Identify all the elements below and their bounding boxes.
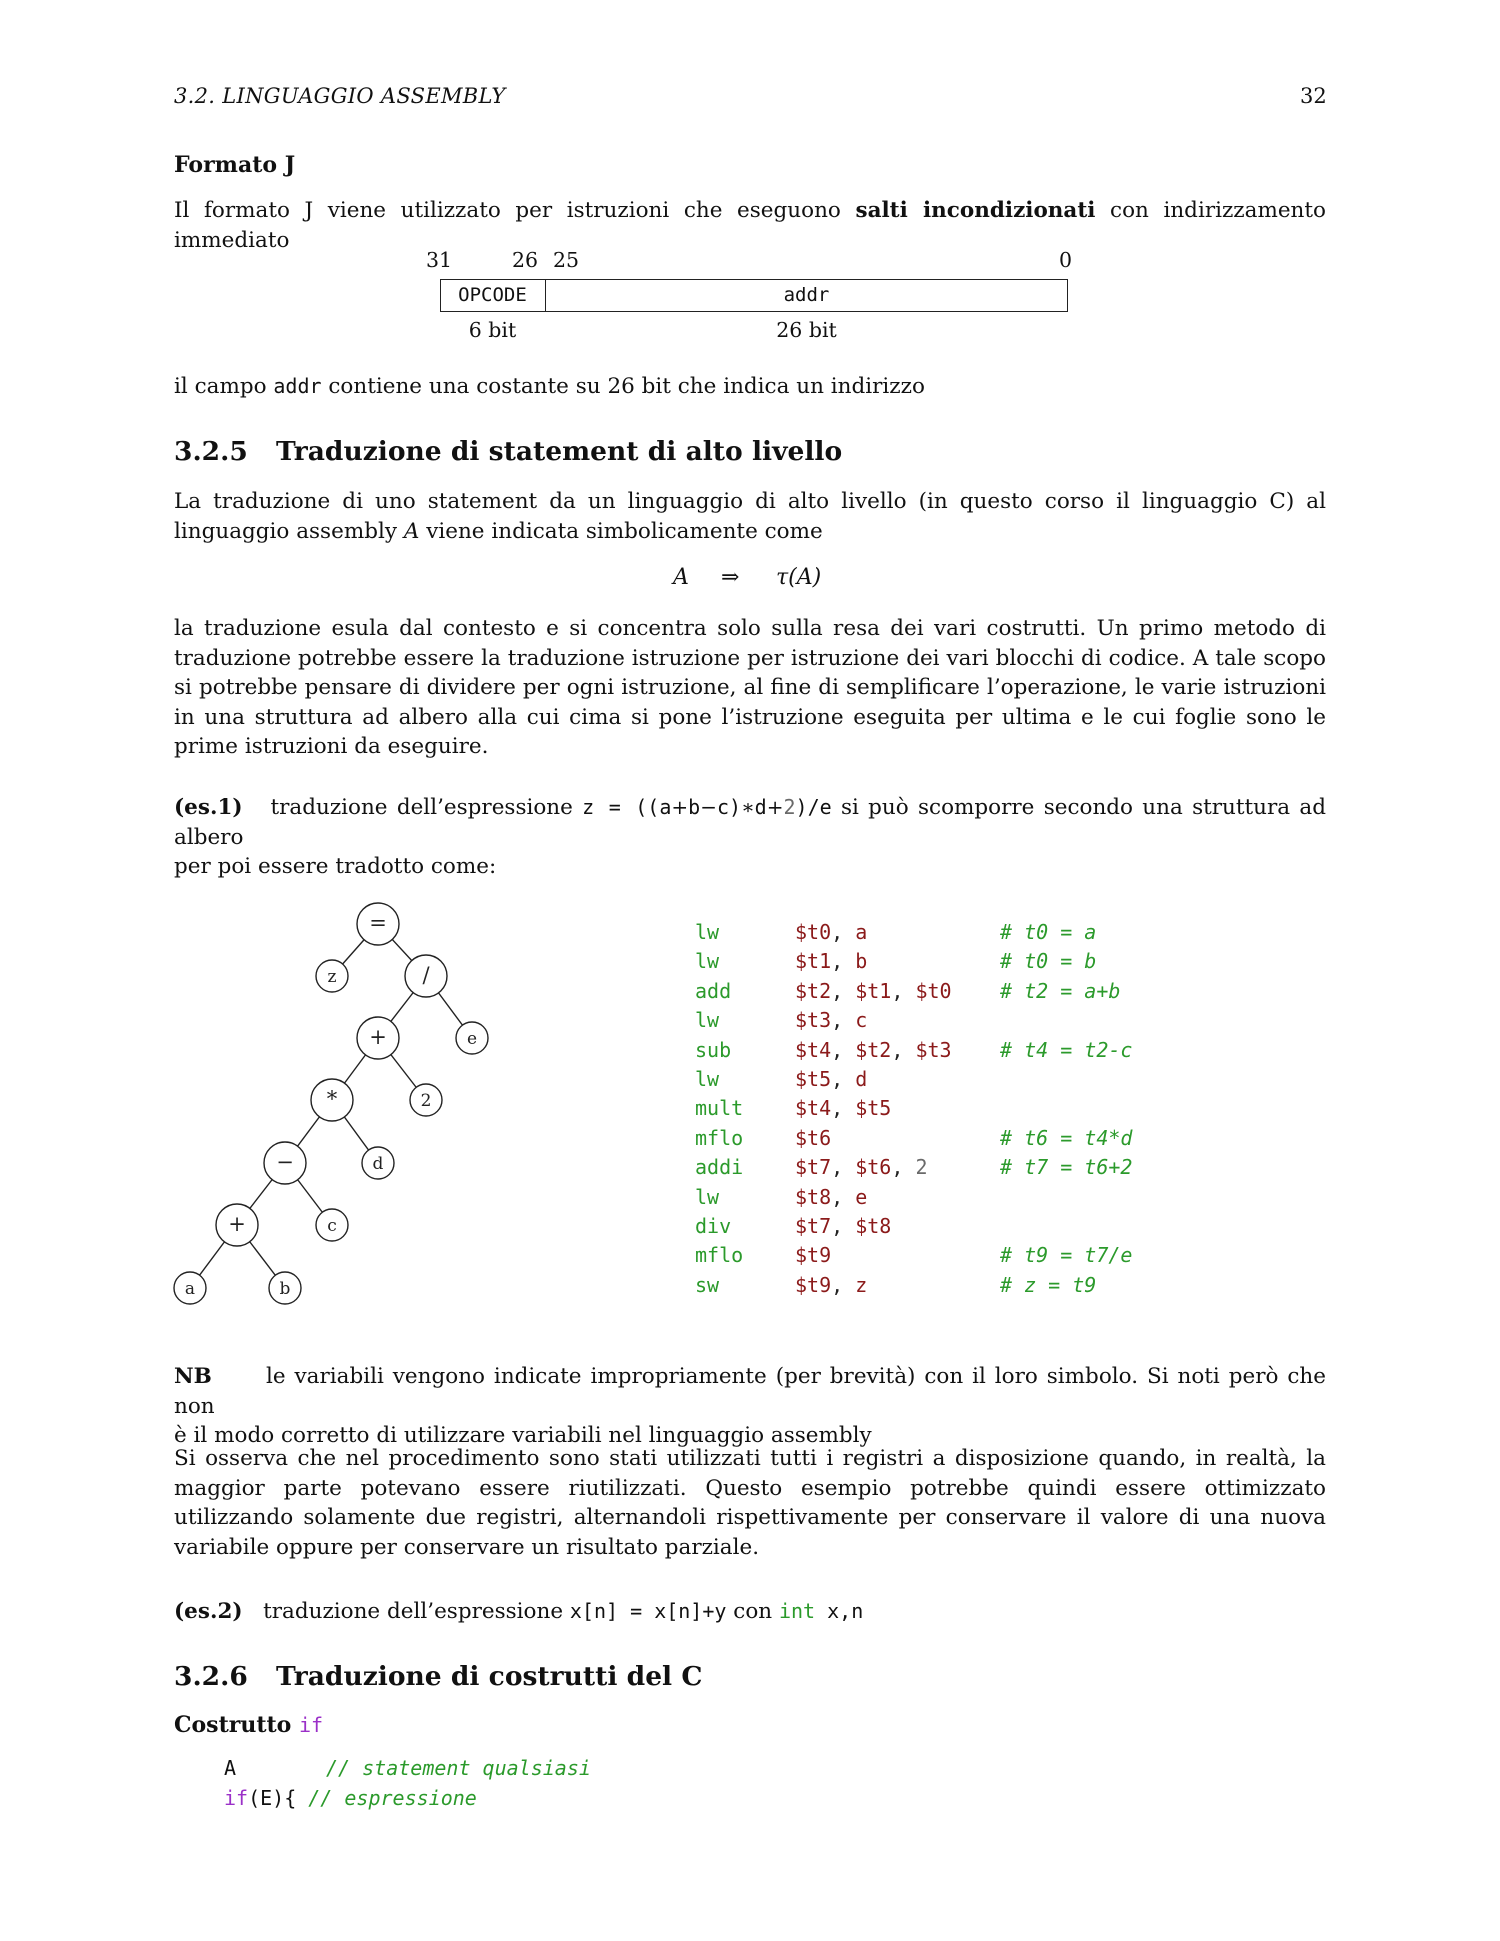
asm-operand: z: [855, 1272, 868, 1297]
asm-operand: $t8: [795, 1184, 832, 1209]
asm-operand: ,: [891, 1037, 916, 1062]
asm-operand: $t5: [855, 1096, 892, 1121]
asm-operand: ,: [831, 949, 856, 974]
nb-label: NB: [174, 1364, 212, 1389]
section-326-heading: 3.2.6 Traduzione di costrutti del C: [174, 1661, 703, 1692]
asm-opcode: mult: [695, 1096, 744, 1121]
asm-operand: ,: [831, 1272, 856, 1297]
asm-operands: [795, 1214, 891, 1238]
asm-operand: ,: [831, 1037, 856, 1062]
asm-operand: $t7: [795, 1214, 832, 1238]
asm-operands: [795, 1067, 867, 1091]
asm-operand: $t3: [915, 1037, 952, 1062]
asm-operand: $t0: [915, 978, 952, 1003]
formula-arrow: ⇒: [721, 565, 740, 590]
asm-operands: [795, 979, 952, 1003]
addr-note: il campo addr contiene una costante su 26 bit che indica un indirizzo: [174, 374, 925, 399]
tree-node-c: c: [327, 1216, 337, 1236]
asm-operand: d: [855, 1067, 868, 1091]
asm-operand: $t4: [795, 1096, 832, 1121]
tree-node-z: z: [327, 967, 337, 987]
bit-label-31: 31: [426, 248, 453, 272]
asm-operand: $t6: [855, 1155, 892, 1180]
asm-operands: [795, 1243, 831, 1267]
asm-operand: ,: [831, 1008, 856, 1033]
asm-opcode: lw: [695, 920, 720, 944]
bit-label-25: 25: [553, 248, 580, 272]
asm-operand: $t0: [795, 920, 832, 944]
tree-node-a: a: [184, 1279, 196, 1299]
asm-operand: $t3: [795, 1008, 832, 1033]
size-opcode: 6 bit: [468, 318, 517, 342]
asm-operand: $t6: [795, 1125, 832, 1150]
asm-opcode: lw: [695, 1184, 720, 1209]
costrutto-if-heading: Costrutto if: [174, 1712, 324, 1738]
bit-label-0: 0: [1059, 248, 1073, 272]
field-opcode: OPCODE: [458, 284, 527, 306]
asm-operands: [795, 920, 867, 944]
size-addr: 26 bit: [776, 318, 837, 342]
bit-label-26: 26: [512, 248, 539, 272]
asm-operand: e: [855, 1184, 868, 1209]
asm-operand: ,: [831, 920, 856, 944]
code-line-1: A // statement qualsiasi: [224, 1756, 591, 1780]
code-line-2: if(E){ // espressione: [224, 1786, 477, 1810]
asm-operand: a: [855, 920, 868, 944]
es2-label: (es.2): [174, 1599, 243, 1624]
asm-operand: $t9: [795, 1272, 832, 1297]
asm-operand: ,: [831, 1155, 856, 1180]
es2-paragraph: (es.2) traduzione dell’espressione x[n] = x[n]+y con int x,n: [174, 1599, 864, 1624]
asm-comment: # z = t9: [1000, 1272, 1097, 1297]
asm-operands: [795, 949, 867, 973]
asm-listing: [695, 920, 1215, 1320]
asm-operand: $t4: [795, 1037, 832, 1062]
asm-operands: [795, 1008, 867, 1032]
asm-operand: c: [855, 1008, 868, 1033]
registri-paragraph: Si osserva che nel procedimento sono stati utilizzati tutti i registri a disposizione quando, in realtà, la maggior parte potevano essere riutilizzati. Questo esempio potrebbe quindi essere ottimizzato utilizzando solamente due registri, alternandoli rispettivamente per conservare il valore di una nuova variabile oppure per conservare un risultato parziale.: [174, 1446, 1326, 1560]
asm-opcode: mflo: [695, 1125, 744, 1150]
asm-operand: ,: [831, 1184, 856, 1209]
asm-operand: $t7: [795, 1155, 832, 1180]
asm-opcode: sub: [695, 1037, 732, 1062]
asm-comment: # t0 = b: [1000, 949, 1097, 974]
asm-operands: [795, 1273, 867, 1297]
section-325-heading: 3.2.5 Traduzione di statement di alto livello: [174, 436, 843, 467]
asm-opcode: mflo: [695, 1243, 744, 1268]
tree-node-mul: *: [326, 1087, 338, 1111]
tree-node-plus_bot: +: [228, 1212, 246, 1236]
asm-opcode: sw: [695, 1272, 720, 1297]
tree-node-plus_top: +: [369, 1025, 387, 1049]
running-header-title: 3.2. LINGUAGGIO ASSEMBLY: [174, 84, 506, 108]
asm-operand: b: [855, 949, 868, 974]
asm-operands: [795, 1155, 927, 1179]
tree-node-div: /: [422, 963, 430, 987]
formato-j-heading: Formato J: [174, 152, 296, 178]
field-addr: addr: [783, 284, 830, 306]
asm-comment: # t9 = t7/e: [1000, 1243, 1133, 1268]
tree-node-eq: =: [369, 911, 387, 935]
asm-operands: [795, 1038, 952, 1062]
asm-operand: ,: [831, 1067, 856, 1091]
tree-node-b: b: [279, 1279, 291, 1299]
asm-opcode: lw: [695, 949, 720, 974]
if-code-block: [224, 1753, 591, 1813]
asm-operands: [795, 1096, 891, 1120]
asm-operand: $t2: [795, 978, 832, 1003]
expression-tree: [160, 890, 500, 1340]
asm-operand: ,: [831, 978, 856, 1003]
section-325-p1: La traduzione di uno statement da un linguaggio di alto livello (in questo corso il linguaggio C) al linguaggio assembly A viene indicata simbolicamente come: [174, 489, 1326, 544]
asm-operand: $t1: [795, 949, 832, 974]
formula-tau: τ(A): [776, 565, 822, 590]
es1-paragraph: (es.1) traduzione dell’espressione z = ((a+b−c)∗d+2)/e si può scomporre secondo una struttura ad albero per poi essere tradotto come:: [174, 795, 1326, 879]
tree-node-d: d: [372, 1154, 384, 1174]
asm-operand: 2: [915, 1155, 928, 1180]
formato-j-intro: Il formato J viene utilizzato per istruzioni che eseguono salti incondizionati con indirizzamento immediato: [174, 198, 1326, 253]
asm-operands: [795, 1126, 831, 1150]
asm-operands: [795, 1185, 867, 1209]
asm-operand: ,: [891, 978, 916, 1003]
asm-operand: $t2: [855, 1037, 892, 1062]
asm-operand: ,: [831, 1096, 856, 1121]
asm-operand: ,: [891, 1155, 916, 1180]
section-325-p2: la traduzione esula dal contesto e si concentra solo sulla resa dei vari costrutti. Un primo metodo di traduzione potrebbe essere la traduzione istruzione per istruzione dei vari blocchi di codice. A tale scopo si potrebbe pensare di dividere per ogni istruzione, al fine di semplificare l’operazione, le varie istruzioni in una struttura ad albero alla cui cima si pone l’istruzione eseguita per ultima e le cui foglie sono le prime istruzioni da eseguire.: [174, 616, 1326, 759]
asm-opcode: addi: [695, 1155, 744, 1180]
asm-comment: # t4 = t2-c: [1000, 1037, 1133, 1062]
asm-operand: ,: [831, 1214, 856, 1238]
asm-opcode: lw: [695, 1067, 720, 1091]
es1-label: (es.1): [174, 795, 243, 820]
tree-node-two: 2: [420, 1091, 432, 1111]
asm-opcode: div: [695, 1214, 732, 1238]
asm-operand: $t5: [795, 1067, 832, 1091]
asm-comment: # t6 = t4*d: [1000, 1125, 1133, 1150]
asm-opcode: lw: [695, 1008, 720, 1033]
asm-comment: # t0 = a: [1000, 920, 1097, 944]
asm-comment: # t7 = t6+2: [1000, 1155, 1133, 1180]
tree-node-minus: −: [276, 1150, 294, 1174]
nb-note: NB le variabili vengono indicate impropriamente (per brevità) con il loro simbolo. Si noti però che non è il modo corretto di utilizzare variabili nel linguaggio assembly: [174, 1364, 1326, 1448]
asm-operand: $t9: [795, 1243, 832, 1268]
asm-operand: $t8: [855, 1214, 892, 1238]
asm-comment: # t2 = a+b: [1000, 978, 1121, 1003]
asm-operand: $t1: [855, 978, 892, 1003]
page-number: 32: [1300, 84, 1327, 108]
formula-a: A: [673, 565, 689, 590]
tree-node-e: e: [466, 1029, 478, 1049]
asm-opcode: add: [695, 978, 732, 1003]
